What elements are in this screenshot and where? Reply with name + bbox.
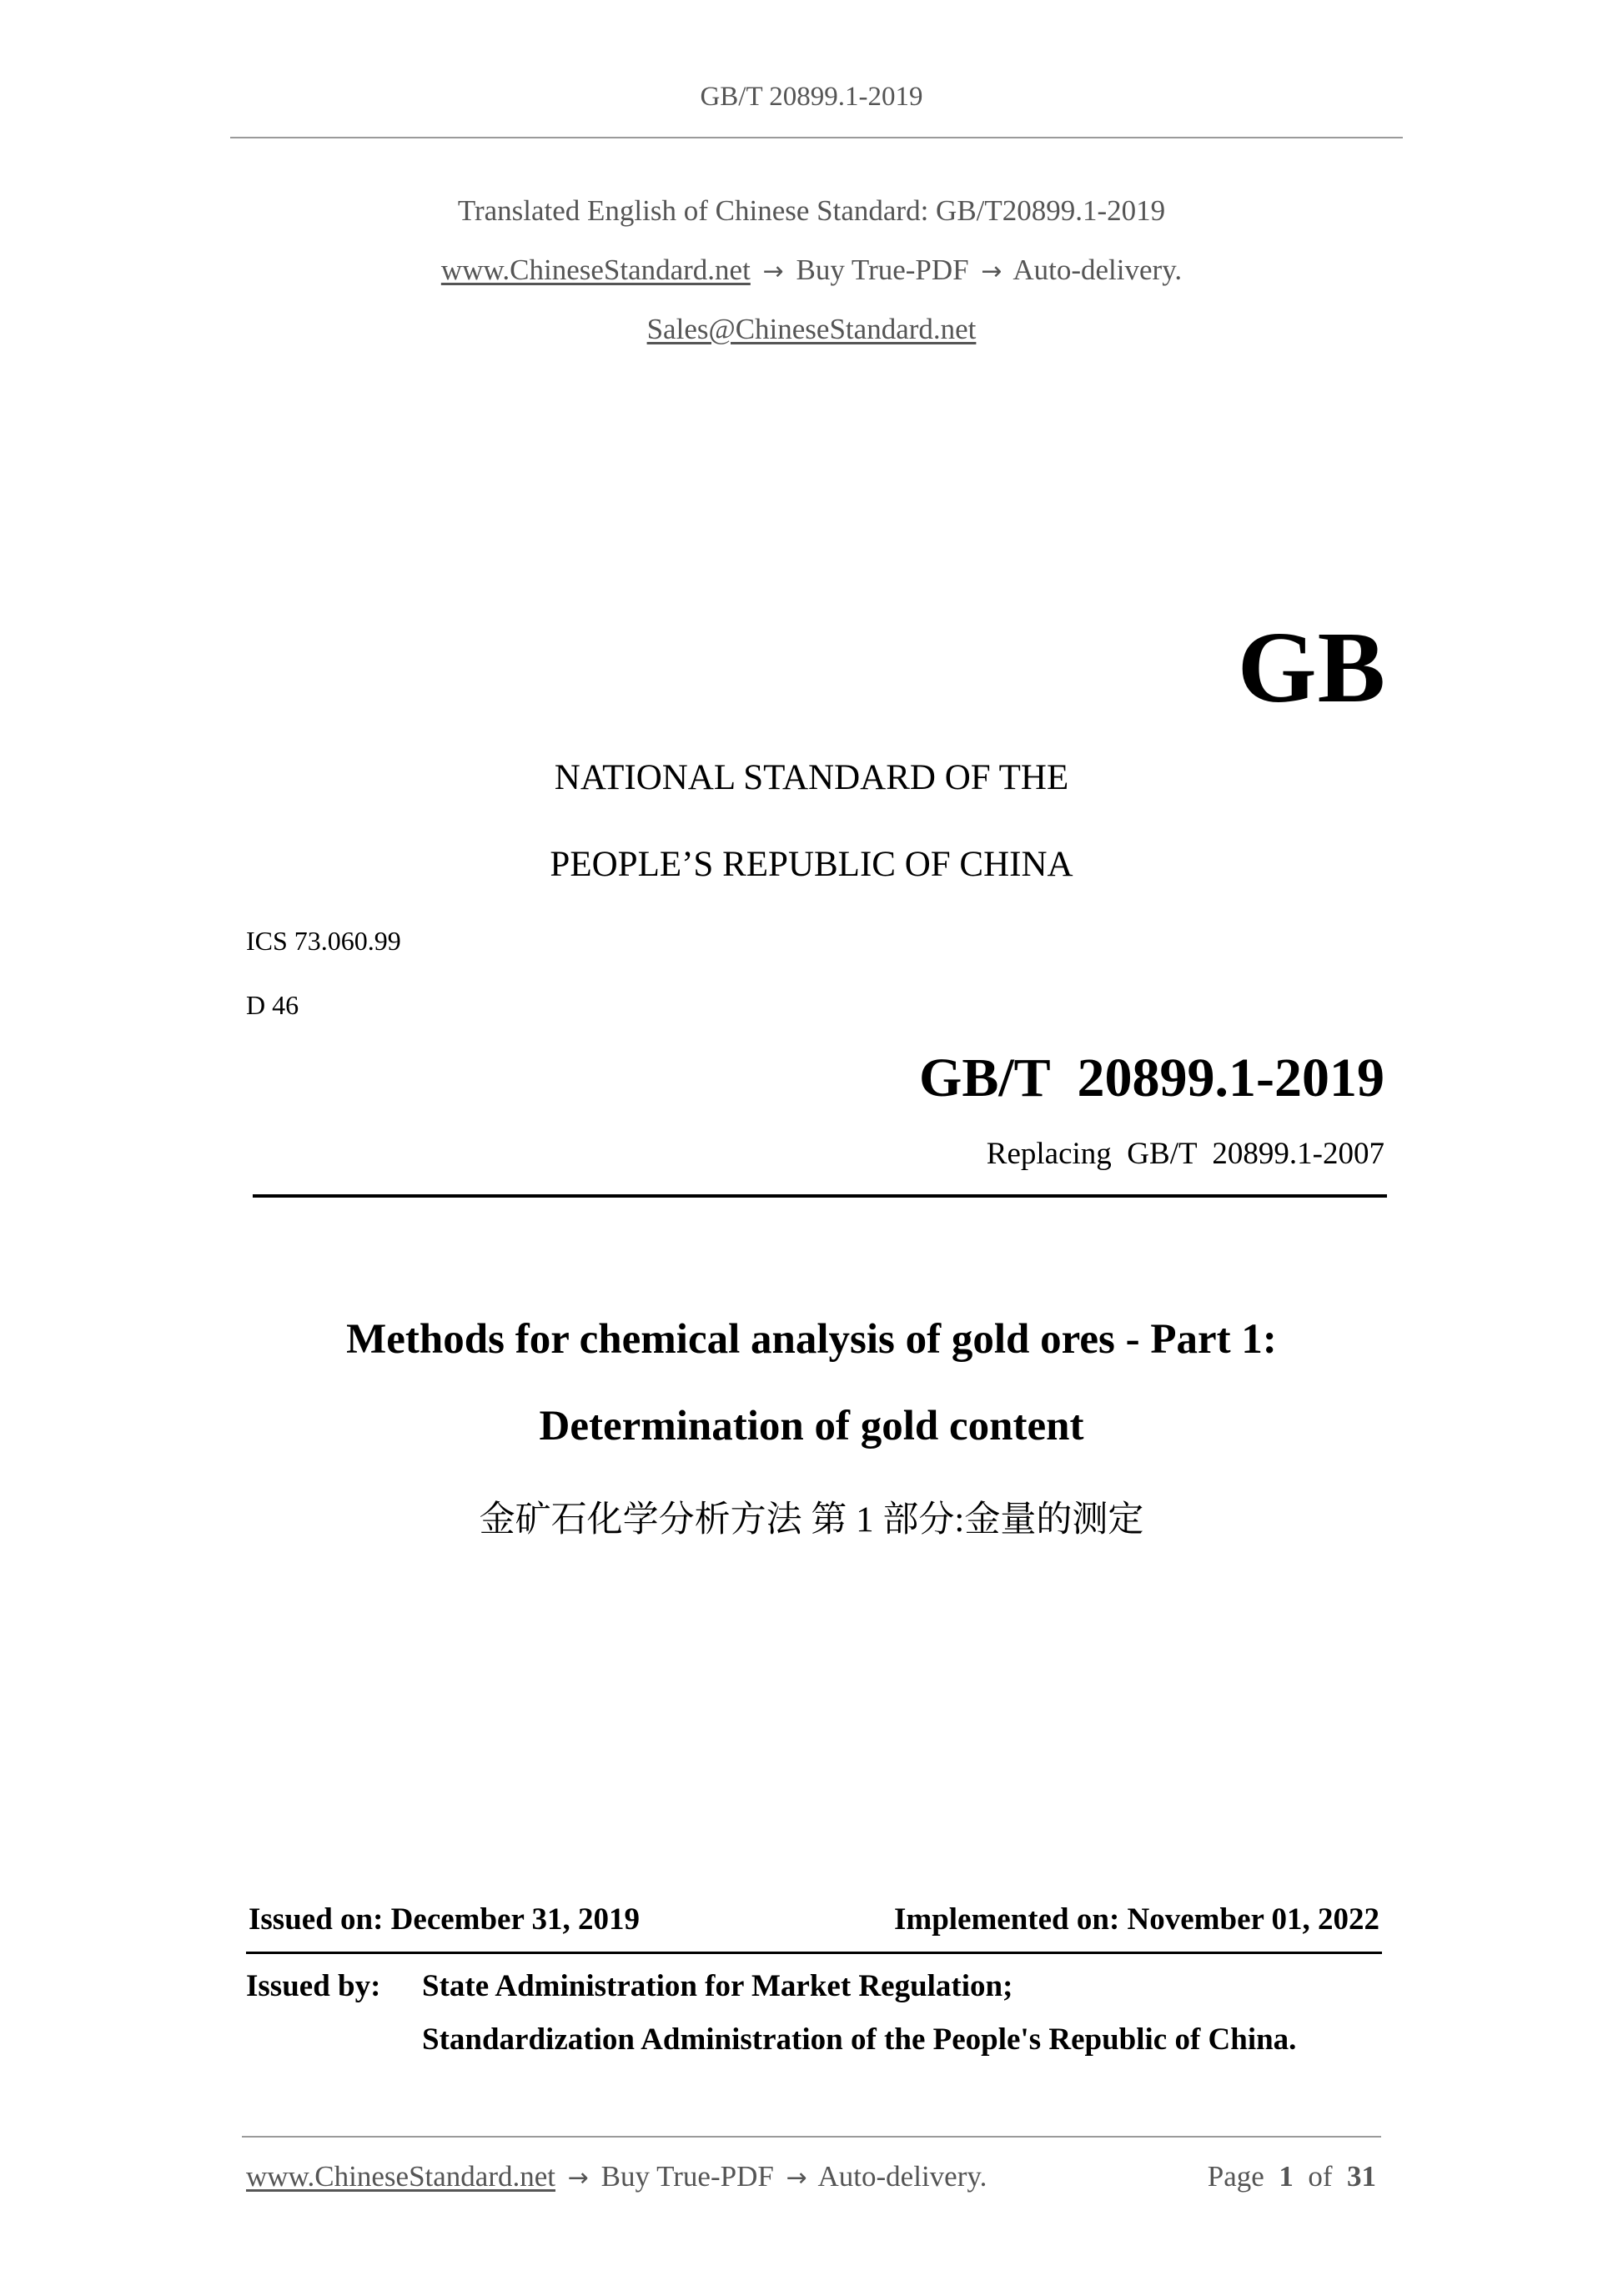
- page-indicator: [1208, 2160, 1376, 2193]
- replacing-note: Replacing GB/T 20899.1-2007: [986, 1137, 1384, 1171]
- document-title-chinese: 金矿石化学分析方法 第 1 部分:金量的测定: [479, 1500, 1144, 1540]
- national-standard-line-1: NATIONAL STANDARD OF THE: [554, 758, 1069, 797]
- running-header-title: GB/T 20899.1-2019: [700, 82, 923, 112]
- footer-buy-line: [246, 2160, 987, 2193]
- footer-buy-true-pdf-text: Buy True-PDF: [600, 2160, 774, 2193]
- issued-on-date: Issued on: December 31, 2019: [249, 1902, 640, 1937]
- buy-true-pdf-text: Buy True-PDF: [796, 254, 969, 286]
- document-title-line-2: Determination of gold content: [539, 1403, 1084, 1449]
- auto-delivery-text: Auto-delivery.: [1012, 254, 1183, 286]
- page-number: 1: [1279, 2160, 1294, 2193]
- sales-line: [0, 313, 1623, 346]
- title-divider: [253, 1194, 1387, 1198]
- standard-number: GB/T 20899.1-2019: [918, 1048, 1384, 1108]
- header-divider: [230, 137, 1403, 138]
- national-standard-line-2: PEOPLE’S REPUBLIC OF CHINA: [550, 845, 1073, 884]
- translation-notice: Translated English of Chinese Standard: GB/T20899.1-2019: [457, 194, 1166, 227]
- arrow-right-icon: →: [786, 2163, 807, 2193]
- issuer-2: Standardization Administration of the People's Republic of China.: [422, 2022, 1297, 2057]
- ics-code: ICS 73.060.99: [246, 926, 401, 956]
- site-link[interactable]: www.ChineseStandard.net: [440, 254, 751, 286]
- arrow-right-icon: →: [567, 2163, 589, 2193]
- issuer-1: State Administration for Market Regulation;: [422, 1969, 1013, 2003]
- total-pages: 31: [1347, 2160, 1376, 2193]
- issued-by-label: Issued by:: [246, 1969, 381, 2003]
- footer-divider: [242, 2136, 1381, 2138]
- issue-divider: [246, 1952, 1382, 1954]
- sales-email-link[interactable]: Sales@ChineseStandard.net: [646, 313, 977, 345]
- implemented-on-date: Implemented on: November 01, 2022: [893, 1902, 1379, 1937]
- footer-site-link[interactable]: www.ChineseStandard.net: [246, 2160, 555, 2193]
- buy-line: [0, 254, 1623, 287]
- gb-logo: GB: [1237, 611, 1386, 724]
- arrow-right-icon: →: [981, 257, 1002, 286]
- page-label: Page: [1207, 2160, 1264, 2193]
- document-title-line-1: Methods for chemical analysis of gold ores - Part 1:: [346, 1316, 1277, 1363]
- footer-auto-delivery-text: Auto-delivery.: [817, 2160, 987, 2193]
- arrow-right-icon: →: [762, 257, 784, 286]
- of-label: of: [1308, 2160, 1333, 2193]
- ccs-code: D 46: [246, 990, 299, 1020]
